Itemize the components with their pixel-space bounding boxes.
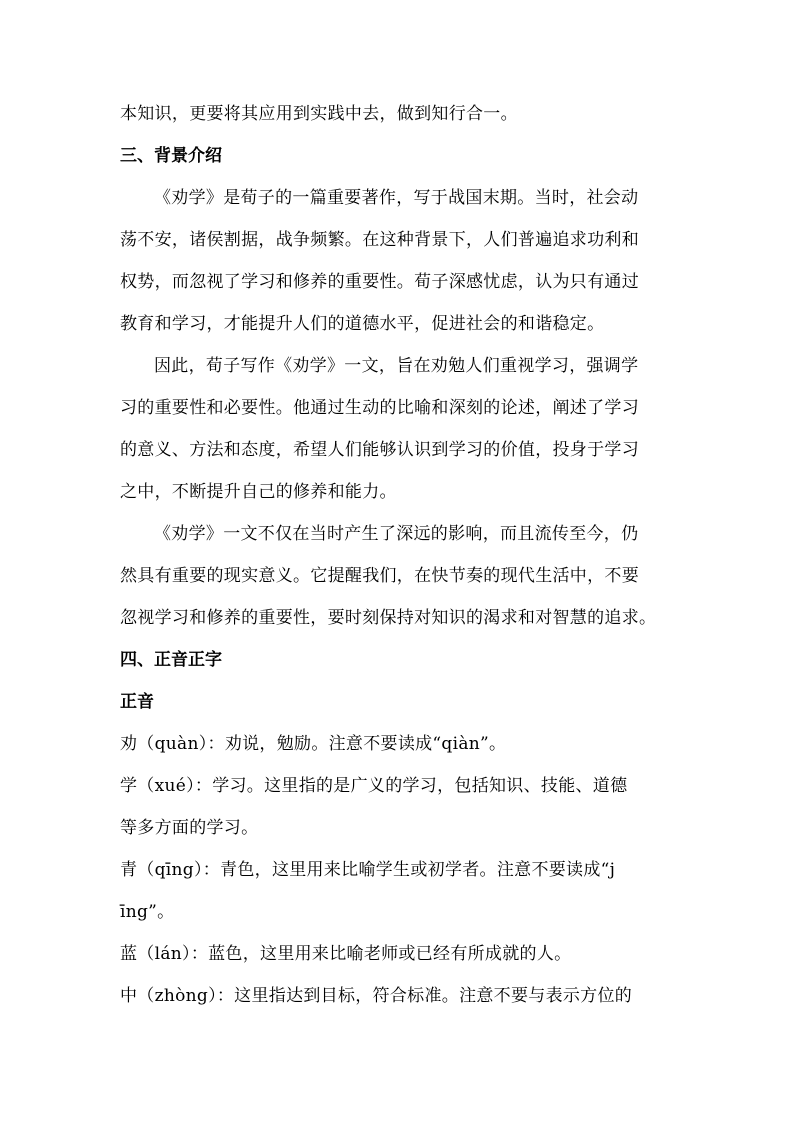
section-4-heading: 四、正音正字 xyxy=(120,650,222,670)
section-4-subheading: 正音 xyxy=(120,692,154,712)
pinyin-entry-lan: 蓝（lán）：蓝色，这里用来比喻老师或已经有所成就的人。 xyxy=(120,944,572,964)
pinyin-entry-qing: 青（qīng）：青色，这里用来比喻学生或初学者。注意不要读成“j xyxy=(120,860,616,880)
s3-p3-line-2: 然具有重要的现实意义。它提醒我们，在快节奏的现代生活中，不要 xyxy=(120,566,639,586)
s3-p1-line-1: 《劝学》是荀子的一篇重要著作，写于战国末期。当时，社会动 xyxy=(154,188,639,208)
s3-p3-line-3: 忽视学习和修养的重要性，要时刻保持对知识的渴求和对智慧的追求。 xyxy=(120,608,657,628)
pinyin-entry-quan: 劝（quàn）：劝说，勉励。注意不要读成“qiàn”。 xyxy=(120,734,507,754)
s3-p1-line-4: 教育和学习，才能提升人们的道德水平，促进社会的和谐稳定。 xyxy=(120,314,605,334)
s3-p1-line-3: 权势，而忽视了学习和修养的重要性。荀子深感忧虑，认为只有通过 xyxy=(120,272,639,292)
s3-p2-line-3: 的意义、方法和态度，希望人们能够认识到学习的价值，投身于学习 xyxy=(120,440,639,460)
intro-line: 本知识，更要将其应用到实践中去，做到知行合一。 xyxy=(120,104,518,124)
s3-p2-line-4: 之中，不断提升自己的修养和能力。 xyxy=(120,482,397,502)
s3-p2-line-1: 因此，荀子写作《劝学》一文，旨在劝勉人们重视学习，强调学 xyxy=(154,356,639,376)
section-3-heading: 三、背景介绍 xyxy=(120,146,222,166)
s3-p1-line-2: 荡不安，诸侯割据，战争频繁。在这种背景下，人们普遍追求功利和 xyxy=(120,230,639,250)
s3-p2-line-2: 习的重要性和必要性。他通过生动的比喻和深刻的论述，阐述了学习 xyxy=(120,398,639,418)
pinyin-entry-qing-cont: īng”。 xyxy=(120,902,175,922)
document-body xyxy=(120,104,676,1028)
pinyin-entry-xue: 学（xué）：学习。这里指的是广义的学习，包括知识、技能、道德 xyxy=(120,776,628,796)
pinyin-entry-zhong: 中（zhòng）：这里指达到目标，符合标准。注意不要与表示方位的 xyxy=(120,986,633,1006)
pinyin-entry-xue-cont: 等多方面的学习。 xyxy=(120,818,259,838)
s3-p3-line-1: 《劝学》一文不仅在当时产生了深远的影响，而且流传至今，仍 xyxy=(154,524,639,544)
